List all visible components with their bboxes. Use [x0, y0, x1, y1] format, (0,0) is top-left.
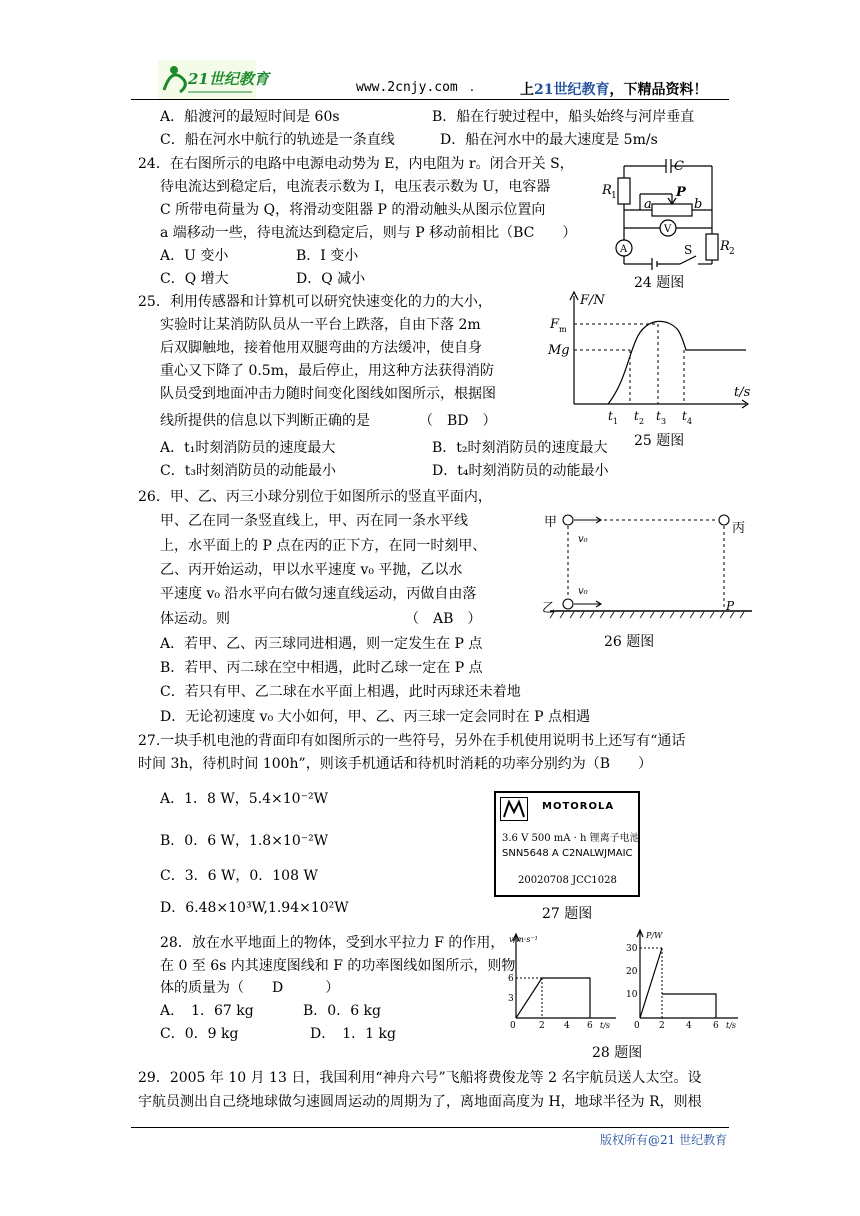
q25-force-curve	[608, 321, 746, 404]
q24-label-r2: R	[720, 239, 730, 254]
q26-caption: 26 题图	[604, 634, 655, 650]
q28-v-tick-6: 6	[508, 974, 514, 984]
q25-option-d: D．t₄时刻消防员的动能最小	[432, 463, 609, 479]
q26-line-1: 26．甲、乙、丙三小球分别位于如图所示的竖直平面内，	[138, 489, 492, 505]
q25-line-5: 队员受到地面冲击力随时间变化图线如图所示，根据图	[160, 386, 496, 402]
q28-v-tick-x6: 6	[587, 1021, 593, 1031]
q28-option-b: B．0．6 kg	[303, 1003, 381, 1019]
logo-icon	[158, 60, 269, 100]
header-slogan-brand: 21世纪教育	[534, 82, 610, 98]
footer-copyright: 版权所有@21 世纪教育	[600, 1133, 728, 1147]
q28-p-tick-x6: 6	[713, 1021, 719, 1031]
q25-option-b: B．t₂时刻消防员的速度最大	[432, 440, 608, 456]
q29-line-2: 宇航员测出自己绕地球做匀速圆周运动的周期为了，离地面高度为 H，地球半径为 R，则根	[138, 1094, 702, 1110]
q24-option-a: A．U 变小	[160, 248, 229, 264]
q24-caption: 24 题图	[634, 275, 685, 291]
q27-caption: 27 题图	[542, 906, 593, 922]
q26-projectile-diagram	[540, 508, 758, 626]
q26-label-jia: 甲	[544, 515, 558, 530]
q26-option-d: D．无论初速度 v₀ 大小如何，甲、乙、丙三球一定会同时在 P 点相遇	[160, 709, 590, 725]
q25-ylabel: F/N	[580, 293, 605, 308]
q25-option-a: A．t₁时刻消防员的速度最大	[160, 440, 336, 456]
q27-option-b: B．0．6 W，1.8×10⁻²W	[160, 833, 329, 849]
q26-line-5: 平速度 v₀ 沿水平向右做匀速直线运动，丙做自由落	[160, 586, 477, 602]
q28-p-tick-30: 30	[626, 944, 638, 954]
q24-line-1: 24．在右图所示的电路中电源电动势为 E，内电阻为 r。闭合开关 S，	[138, 156, 574, 172]
q28-v-tick-3: 3	[508, 994, 514, 1004]
q25-t3-sub: 3	[661, 417, 667, 426]
q24-label-a: a	[644, 197, 652, 212]
q24-option-b: B．I 变小	[296, 248, 359, 264]
q24-line-3: C 所带电荷量为 Q，将滑动变阻器 P 的滑动触头从图示位置向	[160, 202, 546, 218]
header-slogan-pre: 上	[520, 82, 534, 98]
q24-label-s: S	[684, 243, 693, 257]
q23-option-d: D．船在河水中的最大速度是 5m/s	[440, 132, 658, 148]
q29-line-1: 29．2005 年 10 月 13 日，我国利用“神舟六号”飞船将费俊龙等 2 名宇航员送人太空。设	[138, 1070, 702, 1086]
q25-fm-sub: m	[559, 325, 567, 334]
q28-line-2: 在 0 至 6s 内其速度图线和 F 的功率图线如图所示，则物	[160, 958, 516, 974]
battery-brand: MOTOROLA	[542, 801, 615, 812]
q26-label-v0-top: v₀	[578, 534, 588, 545]
q25-t2-sub: 2	[639, 417, 645, 426]
q27-line-1: 27.一块手机电池的背面印有如图所示的一些符号，另外在手机使用说明书上还写有“通话	[138, 733, 686, 749]
q26-line-4: 乙、丙开始运动，甲以水平速度 v₀ 平抛，乙以水	[160, 562, 463, 578]
q24-label-b: b	[694, 197, 703, 212]
q25-t1-label: t	[608, 409, 613, 423]
q28-p-ylabel: P/W	[646, 931, 663, 940]
battery-code: 20020708 JCC1028	[518, 875, 617, 886]
q25-xlabel: t/s	[734, 385, 751, 400]
q25-line-3: 后双脚触地，接着他用双腿弯曲的方法缓冲，使自身	[160, 340, 482, 356]
header-slogan-post: ，下精品资料！	[609, 82, 708, 98]
q25-fm-label: F	[550, 317, 560, 332]
q25-t4-sub: 4	[687, 417, 693, 426]
q28-line-1: 28．放在水平地面上的物体，受到水平拉力 F 的作用，	[160, 935, 505, 951]
q24-option-d: D．Q 减小	[296, 271, 366, 287]
q25-line-6: 线所提供的信息以下判断正确的是 （ BD ）	[160, 413, 497, 429]
q26-line-6: 体运动。则 （ AB ）	[160, 611, 482, 627]
q25-t2-label: t	[634, 409, 639, 423]
q28-caption: 28 题图	[592, 1045, 643, 1061]
q28-p-tick-x2: 2	[659, 1021, 665, 1031]
q25-t3-label: t	[656, 409, 661, 423]
q28-p-tick-10: 10	[626, 990, 638, 1000]
q28-v-tick-x2: 2	[539, 1021, 545, 1031]
logo-text: 21世纪教育	[188, 70, 269, 88]
battery-spec: 3.6 V 500 mA · h 锂离子电池	[502, 833, 640, 844]
q24-label-r1: R	[602, 183, 612, 198]
q26-label-v0-bottom: v₀	[578, 586, 588, 597]
q24-label-r2-sub: 2	[729, 247, 735, 257]
q24-line-2: 待电流达到稳定后，电流表示数为 I，电压表示数为 U，电容器	[160, 179, 551, 195]
q24-line-4: a 端移动一些，待电流达到稳定后，则与 P 移动前相比（BC ）	[160, 225, 577, 241]
q26-option-c: C．若只有甲、乙二球在水平面上相遇，此时丙球还未着地	[160, 684, 521, 700]
q26-option-b: B．若甲、丙二球在空中相遇，此时乙球一定在 P 点	[160, 660, 483, 676]
q27-option-a: A．1．8 W，5.4×10⁻²W	[160, 791, 328, 807]
q28-p-tick-x4: 4	[686, 1021, 692, 1031]
q25-t1-sub: 1	[613, 417, 619, 426]
q25-line-4: 重心又下降了 0.5m，最后停止，用这种方法获得消防	[160, 363, 494, 379]
q25-line-2: 实验时让某消防队员从一平台上跌落，自由下落 2m	[160, 317, 481, 333]
q28-v-ylabel: v/m·s⁻¹	[509, 935, 538, 944]
q28-p-tick-20: 20	[626, 967, 638, 977]
q24-label-c: C	[674, 159, 684, 174]
footer-rule	[131, 1127, 729, 1128]
q25-line-1: 25．利用传感器和计算机可以研究快速变化的力的大小，	[138, 294, 492, 310]
q23-option-b: B．船在行驶过程中，船头始终与河岸垂直	[432, 109, 695, 125]
q25-mg-label: Mg	[548, 343, 570, 358]
q28-option-c: C．0．9 kg	[160, 1026, 239, 1042]
q26-label-p: P	[726, 599, 735, 613]
q26-line-2: 甲、乙在同一条竖直线上，甲、丙在同一条水平线	[160, 513, 468, 529]
q26-label-bing: 丙	[732, 521, 746, 536]
q27-battery-label	[494, 791, 640, 897]
q28-power-graph	[626, 926, 744, 1030]
q25-t4-label: t	[682, 409, 687, 423]
header-rule	[131, 99, 729, 100]
q24-label-p: P	[676, 185, 686, 200]
q27-option-c: C．3．6 W，0．108 W	[160, 868, 318, 884]
q25-caption: 25 题图	[634, 433, 685, 449]
q28-velocity-graph	[504, 930, 622, 1030]
q28-line-3: 体的质量为（ D ）	[160, 980, 340, 996]
q24-label-r1-sub: 1	[611, 191, 617, 201]
header-sep: .	[469, 80, 475, 95]
header-site[interactable]: www.2cnjy.com	[356, 80, 458, 95]
q24-label-ammeter: A	[620, 244, 628, 255]
q28-p-tick-x0: 0	[634, 1021, 640, 1031]
q23-option-a: A．船渡河的最短时间是 60s	[160, 109, 340, 125]
q28-option-d: D． 1．1 kg	[310, 1026, 396, 1042]
q28-v-tick-x4: 4	[564, 1021, 570, 1031]
q28-v-xlabel: t/s	[600, 1021, 611, 1030]
battery-model: SNN5648 A C2NALWJMAIC	[502, 848, 633, 859]
q25-force-time-graph	[546, 288, 754, 430]
q23-option-c: C．船在河水中航行的轨迹是一条直线	[160, 132, 395, 148]
q28-p-xlabel: t/s	[726, 1021, 737, 1030]
q27-line-2: 时间 3h，待机时间 100h”，则该手机通话和待机时消耗的功率分别约为（B ）	[138, 756, 653, 772]
q25-option-c: C．t₃时刻消防员的动能最小	[160, 463, 336, 479]
q26-label-yi: 乙	[542, 601, 556, 616]
q24-label-v: V	[664, 224, 672, 235]
q26-line-3: 上，水平面上的 P 点在丙的正下方，在同一时刻甲、	[160, 538, 487, 554]
q28-option-a: A． 1．67 kg	[160, 1003, 254, 1019]
motorola-logo-icon	[500, 797, 528, 821]
q24-option-c: C．Q 增大	[160, 271, 229, 287]
q24-circuit-diagram	[600, 158, 740, 272]
q26-option-a: A．若甲、乙、丙三球同进相遇，则一定发生在 P 点	[160, 636, 483, 652]
q27-option-d: D．6.48×10³W,1.94×10²W	[160, 900, 349, 916]
q28-v-tick-x0: 0	[510, 1021, 516, 1031]
header-logo	[158, 60, 269, 100]
